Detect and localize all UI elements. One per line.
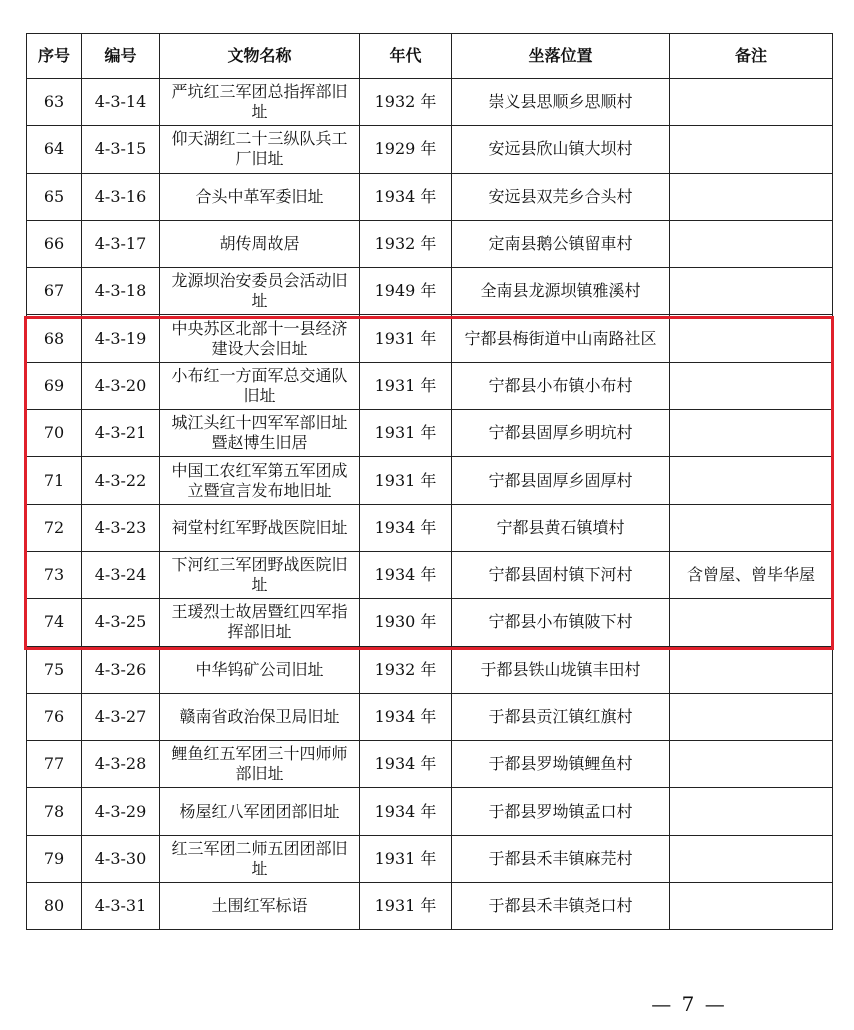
cell-name: 中央苏区北部十一县经济建设大会旧址 (160, 315, 360, 362)
cell-notes (670, 79, 833, 126)
cell-index: 65 (27, 173, 82, 220)
cell-location: 宁都县小布镇陂下村 (452, 599, 670, 646)
cell-location: 于都县铁山垅镇丰田村 (452, 646, 670, 693)
cell-era: 1932 年 (360, 79, 452, 126)
cell-era: 1931 年 (360, 835, 452, 882)
table-row (27, 126, 833, 173)
cell-index: 78 (27, 788, 82, 835)
cell-name: 下河红三军团野战医院旧址 (160, 551, 360, 598)
cell-era: 1934 年 (360, 551, 452, 598)
cell-location: 宁都县黄石镇墳村 (452, 504, 670, 551)
cell-name: 杨屋红八军团团部旧址 (160, 788, 360, 835)
cell-location: 安远县欣山镇大坝村 (452, 126, 670, 173)
table-row (27, 362, 833, 409)
cell-index: 70 (27, 410, 82, 457)
cell-name: 合头中革军委旧址 (160, 173, 360, 220)
cell-index: 67 (27, 268, 82, 315)
cell-location: 宁都县固厚乡明坑村 (452, 410, 670, 457)
table-row (27, 788, 833, 835)
header-index: 序号 (27, 34, 82, 79)
cell-notes (670, 268, 833, 315)
cell-notes (670, 173, 833, 220)
cell-name: 严坑红三军团总指挥部旧址 (160, 79, 360, 126)
cell-notes (670, 457, 833, 504)
table-row (27, 457, 833, 504)
header-location: 坐落位置 (452, 34, 670, 79)
cell-code: 4-3-30 (82, 835, 160, 882)
heritage-table (26, 33, 833, 930)
cell-name: 赣南省政治保卫局旧址 (160, 693, 360, 740)
header-era: 年代 (360, 34, 452, 79)
cell-era: 1949 年 (360, 268, 452, 315)
cell-era: 1934 年 (360, 504, 452, 551)
header-notes: 备注 (670, 34, 833, 79)
cell-index: 71 (27, 457, 82, 504)
table-row (27, 599, 833, 646)
header-code: 编号 (82, 34, 160, 79)
cell-code: 4-3-27 (82, 693, 160, 740)
cell-era: 1934 年 (360, 693, 452, 740)
cell-code: 4-3-23 (82, 504, 160, 551)
cell-era: 1929 年 (360, 126, 452, 173)
cell-era: 1934 年 (360, 741, 452, 788)
cell-notes (670, 504, 833, 551)
cell-notes (670, 693, 833, 740)
page-number: — 7 — (651, 992, 727, 1016)
cell-era: 1931 年 (360, 315, 452, 362)
cell-index: 72 (27, 504, 82, 551)
cell-index: 75 (27, 646, 82, 693)
table-row (27, 693, 833, 740)
table-body (27, 79, 833, 930)
cell-code: 4-3-16 (82, 173, 160, 220)
cell-code: 4-3-28 (82, 741, 160, 788)
cell-era: 1931 年 (360, 362, 452, 409)
cell-era: 1930 年 (360, 599, 452, 646)
table-row (27, 741, 833, 788)
cell-index: 73 (27, 551, 82, 598)
cell-index: 74 (27, 599, 82, 646)
cell-location: 全南县龙源坝镇雅溪村 (452, 268, 670, 315)
cell-era: 1934 年 (360, 173, 452, 220)
cell-name: 中国工农红军第五军团成立暨宣言发布地旧址 (160, 457, 360, 504)
table-row (27, 551, 833, 598)
cell-index: 66 (27, 220, 82, 267)
cell-code: 4-3-15 (82, 126, 160, 173)
cell-code: 4-3-18 (82, 268, 160, 315)
cell-name: 祠堂村红军野战医院旧址 (160, 504, 360, 551)
cell-index: 79 (27, 835, 82, 882)
cell-index: 69 (27, 362, 82, 409)
cell-era: 1931 年 (360, 457, 452, 504)
cell-name: 王瑗烈士故居暨红四军指挥部旧址 (160, 599, 360, 646)
table-row (27, 268, 833, 315)
table-row (27, 315, 833, 362)
cell-code: 4-3-22 (82, 457, 160, 504)
cell-notes (670, 410, 833, 457)
cell-code: 4-3-17 (82, 220, 160, 267)
table-row (27, 835, 833, 882)
cell-code: 4-3-29 (82, 788, 160, 835)
header-name: 文物名称 (160, 34, 360, 79)
cell-index: 64 (27, 126, 82, 173)
table-row (27, 410, 833, 457)
cell-name: 胡传周故居 (160, 220, 360, 267)
cell-notes (670, 315, 833, 362)
cell-era: 1931 年 (360, 883, 452, 930)
cell-name: 小布红一方面军总交通队旧址 (160, 362, 360, 409)
cell-location: 定南县鹅公镇留車村 (452, 220, 670, 267)
table-row (27, 79, 833, 126)
cell-location: 宁都县梅街道中山南路社区 (452, 315, 670, 362)
table-row (27, 220, 833, 267)
cell-code: 4-3-26 (82, 646, 160, 693)
cell-era: 1932 年 (360, 220, 452, 267)
cell-notes (670, 220, 833, 267)
table-row (27, 504, 833, 551)
cell-code: 4-3-31 (82, 883, 160, 930)
cell-era: 1931 年 (360, 410, 452, 457)
cell-era: 1934 年 (360, 788, 452, 835)
cell-code: 4-3-19 (82, 315, 160, 362)
cell-code: 4-3-20 (82, 362, 160, 409)
cell-notes (670, 883, 833, 930)
cell-index: 80 (27, 883, 82, 930)
cell-code: 4-3-14 (82, 79, 160, 126)
cell-code: 4-3-24 (82, 551, 160, 598)
cell-location: 于都县禾丰镇麻芫村 (452, 835, 670, 882)
cell-era: 1932 年 (360, 646, 452, 693)
cell-notes (670, 599, 833, 646)
cell-notes (670, 788, 833, 835)
cell-name: 土围红军标语 (160, 883, 360, 930)
table-row (27, 883, 833, 930)
table-row (27, 173, 833, 220)
cell-notes: 含曾屋、曾毕华屋 (670, 551, 833, 598)
table-header-row (27, 34, 833, 79)
cell-name: 仰天湖红二十三纵队兵工厂旧址 (160, 126, 360, 173)
cell-index: 76 (27, 693, 82, 740)
cell-location: 崇义县思顺乡思顺村 (452, 79, 670, 126)
cell-index: 68 (27, 315, 82, 362)
cell-name: 红三军团二师五团团部旧址 (160, 835, 360, 882)
cell-location: 宁都县固村镇下河村 (452, 551, 670, 598)
cell-location: 于都县贡江镇红旗村 (452, 693, 670, 740)
cell-notes (670, 646, 833, 693)
cell-index: 77 (27, 741, 82, 788)
cell-name: 龙源坝治安委员会活动旧址 (160, 268, 360, 315)
cell-location: 宁都县小布镇小布村 (452, 362, 670, 409)
cell-location: 于都县禾丰镇尧口村 (452, 883, 670, 930)
cell-notes (670, 126, 833, 173)
cell-location: 于都县罗坳镇鲤鱼村 (452, 741, 670, 788)
cell-index: 63 (27, 79, 82, 126)
cell-code: 4-3-25 (82, 599, 160, 646)
cell-notes (670, 835, 833, 882)
cell-name: 中华钨矿公司旧址 (160, 646, 360, 693)
cell-name: 鲤鱼红五军团三十四师师部旧址 (160, 741, 360, 788)
cell-location: 于都县罗坳镇孟口村 (452, 788, 670, 835)
table-row (27, 646, 833, 693)
cell-notes (670, 362, 833, 409)
cell-location: 宁都县固厚乡固厚村 (452, 457, 670, 504)
cell-name: 城江头红十四军军部旧址暨赵博生旧居 (160, 410, 360, 457)
cell-code: 4-3-21 (82, 410, 160, 457)
cell-notes (670, 741, 833, 788)
cell-location: 安远县双芫乡合头村 (452, 173, 670, 220)
